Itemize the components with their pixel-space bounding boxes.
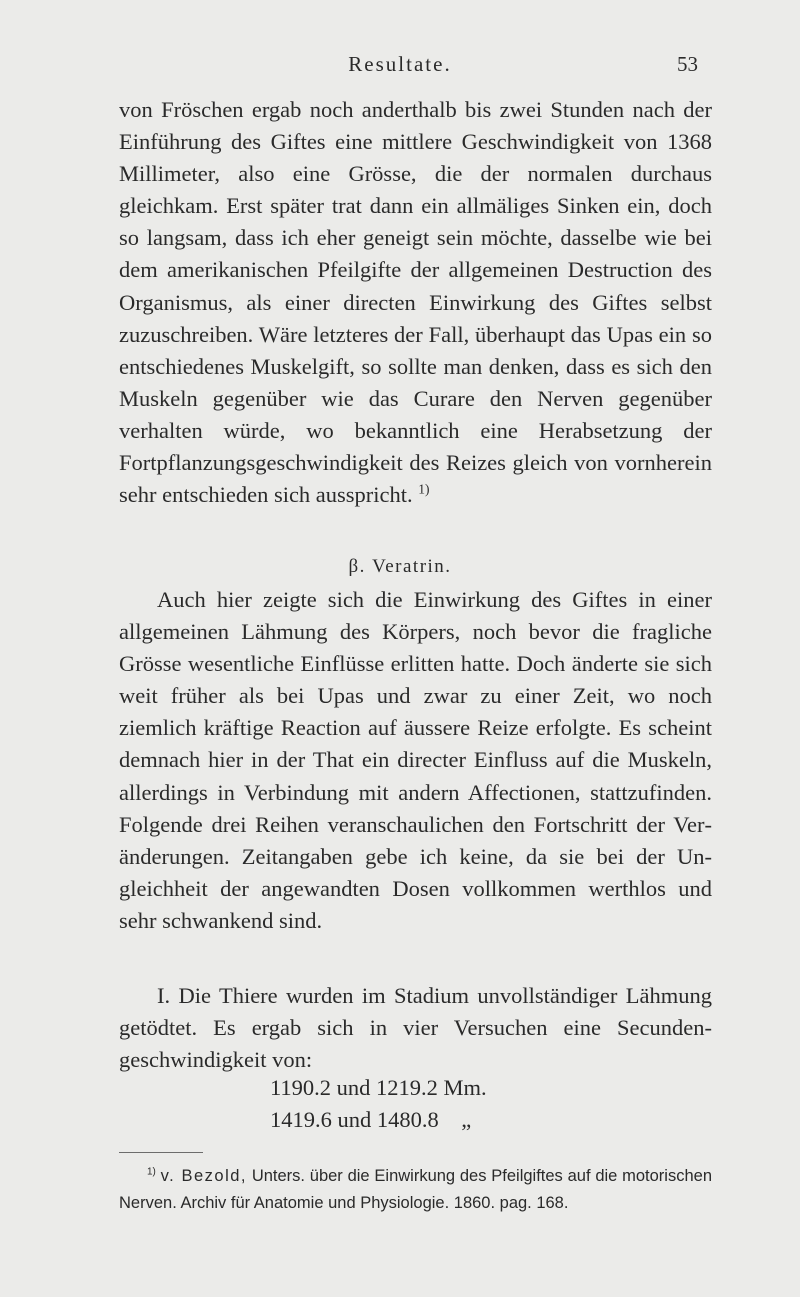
paragraph-3: I. Die Thiere wurden im Stadium unvollständiger Lähmung getödtet. Es ergab sich in vier Versuchen eine Secundengeschwindigkeit von: <box>119 983 712 1073</box>
footnote-rule <box>119 1152 203 1153</box>
footnote-author: v. Bezold, <box>160 1167 248 1185</box>
running-title: Resultate. <box>348 52 452 76</box>
paragraph-1 <box>119 94 712 511</box>
running-head <box>0 52 800 80</box>
footnote-text: Unters. über die Einwirkung des Pfeilgiftes auf die motorischen Nerven. Archiv für Anatomie und Physiologie. 1860. pag. 168. <box>119 1167 712 1212</box>
measurement-line: 1419.6 und 1480.8 „ <box>270 1107 472 1132</box>
footnote <box>119 1163 712 1217</box>
footnote-marker: 1) <box>147 1166 156 1178</box>
page-number: 53 <box>677 52 698 76</box>
measurement-line: 1190.2 und 1219.2 Mm. <box>270 1075 487 1100</box>
paragraph-1-text: von Fröschen ergab noch anderthalb bis zwei Stunden nach der Einführung des Giftes eine mittlere Geschwindigkeit von 1368 Millimeter, also eine Grösse, die der normalen durchaus gleichkam. Erst später trat dann ein allmäliges Sinken ein, doch so langsam, dass ich eher geneigt sein möchte, dasselbe wie bei dem amerikanischen Pfeilgifte der allgemeinen Destruction des Organismus, als einer directen Einwirkung des Giftes selbst zuzuschreiben. Wäre letzteres der Fall, überhaupt das Upas ein so entschiedenes Muskelgift, so sollte man denken, dass es sich den Muskeln gegenüber wie das Curare den Nerven gegenüber verhalten würde, wo bekanntlich eine Herabsetzung der Fortpflanzungsgeschwindigkeit des Reizes gleich von vornherein sehr entschieden sich ausspricht. <box>119 97 712 508</box>
section-heading: β. Veratrin. <box>348 556 452 577</box>
footnote-reference: 1) <box>418 481 430 497</box>
paragraph-2: Auch hier zeigte sich die Einwirkung des Giftes in einer allgemeinen Lähmung des Körpers, noch bevor die fragliche Grösse wesentliche Einflüsse erlitten hatte. Doch änderte sie sich weit früher als bei Upas und zwar zu einer Zeit, wo noch ziemlich kräftige Reaction auf äussere Reize erfolgte. Es scheint demnach hier in der That ein directer Einfluss auf die Muskeln, allerdings in Verbindung mit andern Affectionen, stattzufinden. Folgende drei Reihen veranschaulichen den Fortschritt der Veränderungen. Zeitangaben gebe ich keine, da sie bei der Ungleichheit der angewandten Dosen vollkommen werthlos und sehr schwankend sind. <box>119 587 712 933</box>
